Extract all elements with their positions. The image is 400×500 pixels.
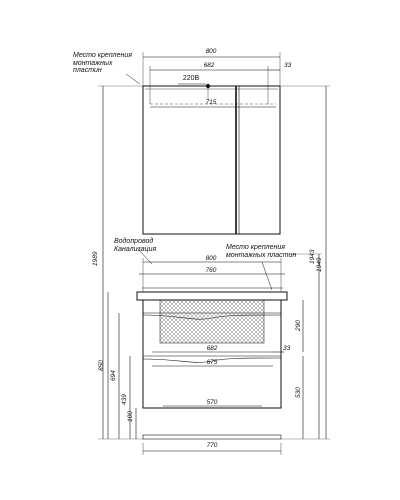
note-plumbing-line-2: Канализация (114, 245, 157, 253)
height-right-1943: 1943 (309, 249, 316, 264)
mirror-width-total: 800 (205, 48, 217, 55)
vanity-width-base: 570 (206, 399, 218, 406)
vanity-width-lower: 675 (206, 359, 218, 366)
note-mount-top-line-2: монтажных (73, 59, 113, 67)
vanity-width-plinth: 770 (206, 442, 218, 449)
vanity-width-top: 800 (205, 255, 217, 262)
vanity-width-basin: 760 (205, 267, 217, 274)
height-right-1949: 1949 (316, 257, 323, 272)
note-mount-top-line-3: пластин (73, 67, 102, 74)
height-total-left: 1989 (92, 251, 99, 266)
siphon-area (160, 300, 264, 343)
note-plumbing-line-1: Водопровод (114, 238, 154, 245)
height-vanity-850: 850 (98, 360, 105, 371)
vanity-width-drawer: 682 (206, 345, 218, 352)
note-plumbing (114, 238, 156, 253)
vanity-plinth (143, 435, 281, 439)
vanity-offset: 33 (283, 345, 291, 352)
note-mount-top (73, 52, 132, 75)
note-mount-bottom-line-2: монтажных пластин (226, 251, 297, 259)
height-drawer-290: 290 (295, 320, 302, 331)
mirror-width-door: 715 (205, 99, 217, 106)
height-vanity-694: 694 (110, 370, 117, 381)
mirror-offset: 33 (284, 62, 292, 69)
note-mount-bottom (226, 244, 296, 259)
height-vanity-100: 100 (127, 411, 134, 422)
height-drawer-530: 530 (295, 387, 302, 398)
mirror-width-inner: 682 (203, 62, 215, 69)
mirror-cabinet-outline (143, 86, 280, 234)
note-mount-top-line-1: Место крепления (73, 52, 133, 59)
vanity-countertop (137, 292, 287, 300)
height-vanity-439: 439 (121, 394, 128, 405)
mirror-wire: 220В (182, 75, 200, 82)
note-mount-bottom-line-1: Место крепления (226, 244, 286, 251)
